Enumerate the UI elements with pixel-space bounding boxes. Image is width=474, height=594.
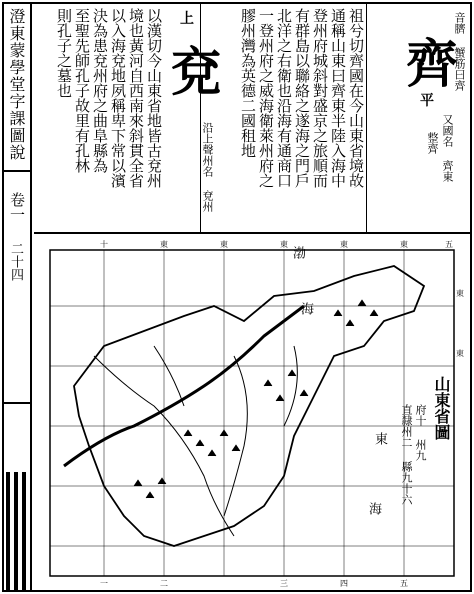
- sea-label-bohai: 海: [298, 302, 313, 315]
- tone-shang: 上: [180, 11, 194, 27]
- map-note: 府十 州九: [414, 404, 427, 461]
- map-right-tick: 東: [456, 289, 464, 298]
- qi-text-line: 通稱山東曰齊東半陸入海中: [329, 8, 347, 188]
- yan-text-line: 至聖先師孔子故里有孔林: [73, 8, 91, 173]
- book-title: 澄東蒙學堂字課圖說: [7, 8, 26, 161]
- yan-alt: 沿上聲州名 兗州: [201, 122, 214, 212]
- character-yan: 兗: [170, 42, 223, 103]
- map-top-tick: 東: [220, 240, 228, 249]
- map-top-tick: 東: [280, 240, 288, 249]
- tone-ping: 平: [420, 93, 434, 109]
- map-bottom-tick: 三: [280, 579, 288, 588]
- yan-text-line: 境也黃河自西南來斜貫全省: [127, 8, 145, 188]
- qi-text-line: 有群島以聯絡之遂海之門戶: [293, 8, 311, 188]
- volume-label: 卷一: [8, 192, 26, 222]
- map-bottom-tick: 五: [400, 579, 408, 588]
- map-top-tick: 東: [400, 240, 408, 249]
- map-top-tick: 東: [160, 240, 168, 249]
- map-title: 山東省圖: [432, 376, 451, 440]
- side-strip: [2, 2, 32, 590]
- qi-text-line: 登州府城斜對盛京之旅順而: [311, 8, 329, 188]
- qi-text-line: 北洋之右衛也沿海有通商口: [275, 8, 293, 188]
- qi-pron-3: 整齊: [426, 132, 439, 154]
- volume-box: [2, 170, 32, 404]
- sea-label-east: 海: [366, 502, 381, 515]
- divider: [366, 2, 367, 232]
- shandong-map: [34, 236, 470, 592]
- qi-text-line: 膠州灣為英德二國租地: [239, 8, 257, 158]
- yan-text-line: 以漢切今山東省地皆古兗州: [145, 8, 163, 188]
- qi-pron-2: 又國名 齊東: [441, 114, 454, 182]
- character-qi: 齊: [406, 34, 459, 95]
- qi-text-line: 祖兮切齊國在今山東省境故: [347, 8, 365, 188]
- map-bottom-tick: 一: [100, 579, 108, 588]
- qi-pron-1: 音臍 蟹筋曰齊: [453, 12, 466, 91]
- yan-text-line: 決為患兗州府之曲阜縣為: [91, 8, 109, 173]
- map-right-tick: 東: [456, 349, 464, 358]
- yan-text-line: 則孔子之墓也: [55, 8, 73, 98]
- decorative-bars: [6, 472, 28, 590]
- map-top-tick: 五: [445, 240, 453, 249]
- map-bottom-tick: 二: [160, 579, 168, 588]
- map-bottom-tick: 四: [340, 579, 348, 588]
- map-top-tick: 十: [100, 240, 108, 249]
- qi-text-line: 一登州府之威海衛萊州府之: [257, 8, 275, 188]
- page-number: 二十四: [8, 242, 23, 281]
- map-note: 直隸州二 縣九十六: [400, 404, 413, 505]
- sea-label-east: 東: [372, 432, 387, 445]
- sea-label-bohai: 渤: [290, 246, 305, 259]
- yan-text-line: 以入海兗地夙稱卑下常以濱: [109, 8, 127, 188]
- map-top-tick: 東: [340, 240, 348, 249]
- text-area: [34, 2, 470, 234]
